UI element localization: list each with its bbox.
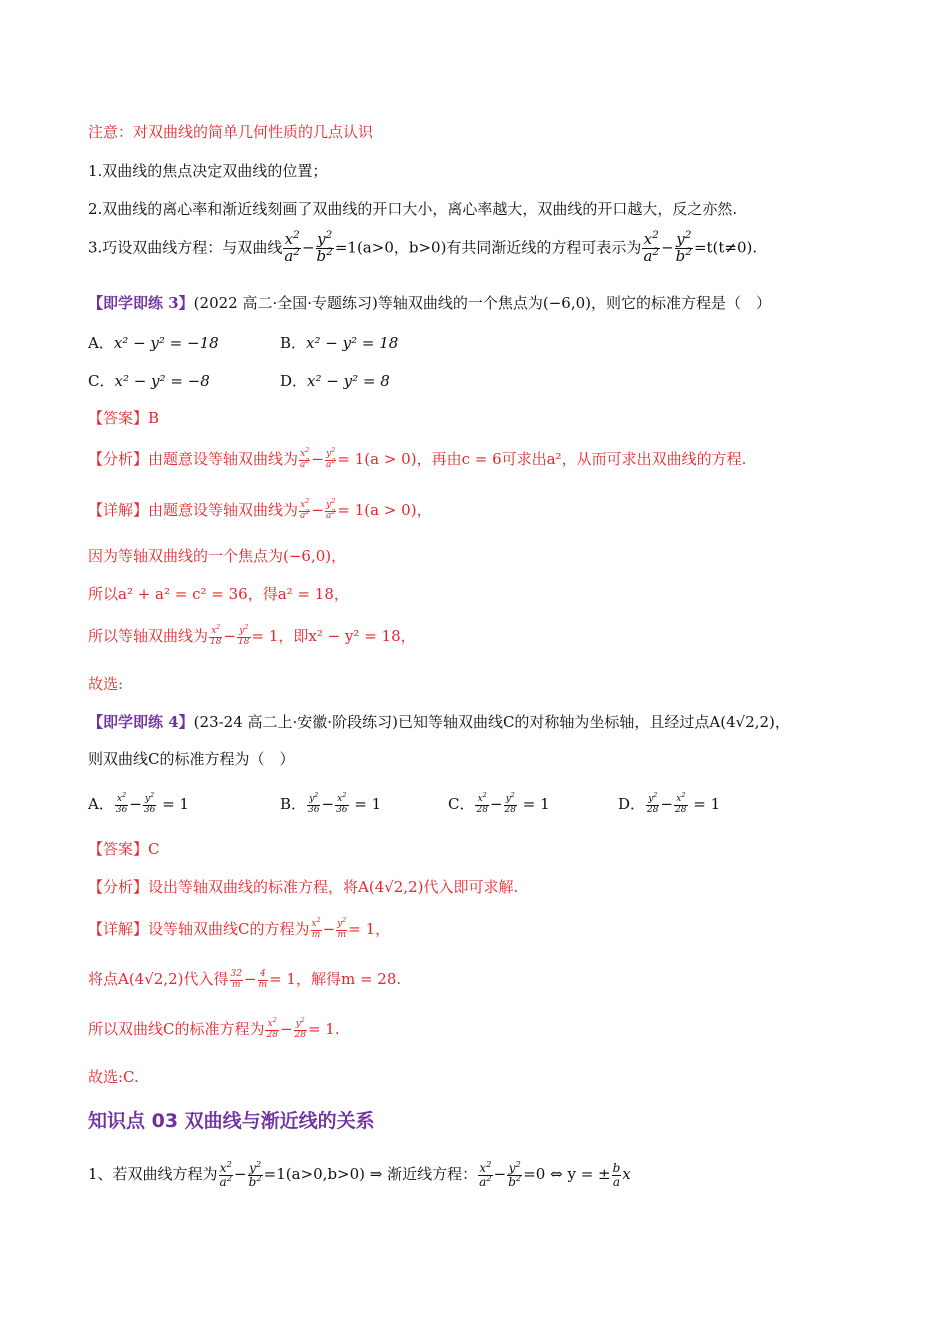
option-label: A． bbox=[88, 795, 114, 813]
ex3-option-c bbox=[88, 370, 210, 391]
fraction-b-a: $\frac{b}{a}$ bbox=[612, 1161, 621, 1189]
option-label: D． bbox=[618, 795, 646, 813]
ex4-line-1-text-b: = 1，解得m = 28. bbox=[269, 970, 402, 988]
ex3-detail-text-a: 由题意设等轴双曲线为 bbox=[148, 501, 299, 519]
ex4-analysis-text: 设出等轴双曲线的标准方程，将A(4√2,2)代入即可求解. bbox=[148, 878, 519, 896]
ex3-line-4: 故选: bbox=[88, 675, 124, 693]
section-item-1-text-b: =1(a>0,b>0) ⇒ 渐近线方程： bbox=[263, 1165, 478, 1184]
fraction-x2-a2: $\frac{x^2}{a^2}$ bbox=[284, 229, 300, 265]
ex3-question bbox=[88, 294, 771, 312]
option-label: B． bbox=[280, 795, 307, 813]
note-title: 注意：对双曲线的简单几何性质的几点认识 bbox=[88, 123, 374, 141]
ex4-detail-text-a: 设等轴双曲线C的方程为 bbox=[148, 920, 310, 938]
ex3-analysis-tag: 【分析】 bbox=[88, 450, 149, 468]
ex4-option-b: B． $\frac{y^2}{36}$ − $\frac{x^2}{36}$ = 1 bbox=[280, 792, 382, 815]
ex4-line-3: 故选:C. bbox=[88, 1068, 139, 1086]
fraction-x2-m: $\frac{x^2}{m}$ bbox=[311, 917, 321, 940]
note-point-3: 3.巧设双曲线方程：与双曲线 $\frac{x^2}{a^2}$ − $\frac{y^2}{b^2}$ =1(a>0，b>0)有共同渐近线的方程可表示为 $\frac{x^2}{a^2}$ − $\frac{y^2}{b^2}$ =t(t≠0). bbox=[88, 229, 758, 265]
fraction-y2-28: $\frac{y^2}{28}$ bbox=[647, 792, 659, 815]
option-text: x² − y² = 18 bbox=[306, 334, 399, 352]
ex4-detail: 【详解】设等轴双曲线C的方程为 $\frac{x^2}{m}$ − $\frac{y^2}{m}$ = 1， bbox=[88, 917, 391, 940]
ex3-detail-text-b: = 1(a > 0)， bbox=[337, 501, 432, 519]
ex4-line-2-text-a: 所以双曲线C的标准方程为 bbox=[88, 1020, 265, 1038]
section-heading: 知识点 03 双曲线与渐近线的关系 bbox=[88, 1110, 375, 1132]
ex3-answer: 【答案】B bbox=[88, 409, 160, 427]
ex3-source: (2022 高二·全国·专题练习) bbox=[193, 294, 378, 312]
ex3-option-d bbox=[280, 370, 390, 391]
note-point-3-text-a: 3.巧设双曲线方程：与双曲线 bbox=[88, 238, 283, 257]
ex4-question bbox=[88, 713, 790, 731]
ex3-line-1: 因为等轴双曲线的一个焦点为(−6,0)， bbox=[88, 547, 347, 565]
option-label: A． bbox=[88, 334, 114, 352]
ex3-option-b bbox=[280, 332, 398, 353]
ex4-option-d: D． $\frac{y^2}{28}$ − $\frac{x^2}{28}$ = 1 bbox=[618, 792, 721, 815]
fraction-x2-36: $\frac{x^2}{36}$ bbox=[336, 792, 348, 815]
fraction-32-m: $\frac{32}{m}$ bbox=[230, 969, 242, 990]
ex3-analysis: 【分析】由题意设等轴双曲线为 $\frac{x^2}{a^2}$ − $\frac{y^2}{a^2}$ = 1(a > 0)，再由c = 6可求出a²，从而可求出双曲线的方程. bbox=[88, 447, 747, 470]
section-item-1-text-d: x bbox=[622, 1165, 631, 1184]
fraction-y2-18: $\frac{y^2}{18}$ bbox=[238, 624, 250, 647]
option-text: x² − y² = −18 bbox=[113, 334, 219, 352]
fraction-x2-a2: $\frac{x^2}{a^2}$ bbox=[300, 498, 310, 521]
option-label: D． bbox=[280, 372, 308, 390]
fraction-y2-a2: $\frac{y^2}{a^2}$ bbox=[326, 447, 336, 470]
option-text: x² − y² = 8 bbox=[307, 372, 390, 390]
ex3-analysis-text-b: = 1(a > 0)，再由c = 6可求出a²，从而可求出双曲线的方程. bbox=[337, 450, 747, 468]
ex3-line-3: 所以等轴双曲线为 $\frac{x^2}{18}$ − $\frac{y^2}{18}$ = 1，即x² − y² = 18， bbox=[88, 624, 416, 647]
ex4-option-a: A． $\frac{x^2}{36}$ − $\frac{y^2}{36}$ = 1 bbox=[88, 792, 189, 815]
fraction-x2-28: $\frac{x^2}{28}$ bbox=[266, 1017, 278, 1040]
ex4-source: (23-24 高二上·安徽·阶段练习) bbox=[193, 713, 398, 731]
ex3-option-a bbox=[88, 332, 219, 353]
note-point-2: 2.双曲线的离心率和渐近线刻画了双曲线的开口大小，离心率越大，双曲线的开口越大，反之亦然. bbox=[88, 200, 738, 218]
fraction-y2-b2: $\frac{y^2}{b^2}$ bbox=[508, 1159, 522, 1189]
ex3-analysis-text-a: 由题意设等轴双曲线为 bbox=[148, 450, 299, 468]
fraction-y2-b2: $\frac{y^2}{b^2}$ bbox=[675, 229, 692, 265]
section-item-1-text-c: =0 ⇔ y = ± bbox=[523, 1165, 611, 1184]
fraction-y2-28: $\frac{y^2}{28}$ bbox=[294, 1017, 306, 1040]
fraction-x2-36: $\frac{x^2}{36}$ bbox=[115, 792, 128, 815]
ex4-question-text-a: 已知等轴双曲线C的对称轴为坐标轴，且经过点A(4√2,2)， bbox=[397, 713, 790, 731]
fraction-y2-36: $\frac{y^2}{36}$ bbox=[308, 792, 320, 815]
ex4-option-c: C． $\frac{x^2}{28}$ − $\frac{y^2}{28}$ = 1 bbox=[448, 792, 550, 815]
option-text: x² − y² = −8 bbox=[114, 372, 210, 390]
fraction-y2-b2: $\frac{y^2}{b^2}$ bbox=[248, 1159, 262, 1189]
note-point-1: 1.双曲线的焦点决定双曲线的位置； bbox=[88, 162, 328, 180]
fraction-x2-a2: $\frac{x^2}{a^2}$ bbox=[643, 229, 660, 265]
ex3-line-3-text-a: 所以等轴双曲线为 bbox=[88, 627, 209, 645]
fraction-x2-28: $\frac{x^2}{28}$ bbox=[675, 792, 687, 815]
ex4-tag: 【即学即练 4】 bbox=[88, 713, 194, 731]
fraction-x2-18: $\frac{x^2}{18}$ bbox=[210, 624, 222, 647]
note-point-3-text-b: =1(a>0，b>0)有共同渐近线的方程可表示为 bbox=[334, 238, 642, 257]
option-label: B． bbox=[280, 334, 307, 352]
fraction-y2-28: $\frac{y^2}{28}$ bbox=[504, 792, 516, 815]
ex3-tag: 【即学即练 3】 bbox=[88, 294, 194, 312]
ex3-detail-tag: 【详解】 bbox=[88, 501, 149, 519]
fraction-x2-a2: $\frac{x^2}{a^2}$ bbox=[300, 447, 310, 470]
option-label: C． bbox=[448, 795, 475, 813]
fraction-y2-a2: $\frac{y^2}{a^2}$ bbox=[326, 498, 336, 521]
ex3-line-2: 所以a² + a² = c² = 36，得a² = 18， bbox=[88, 585, 349, 603]
ex3-question-text: 等轴双曲线的一个焦点为(−6,0)，则它的标准方程是（ ） bbox=[377, 294, 771, 312]
ex3-detail: 【详解】由题意设等轴双曲线为 $\frac{x^2}{a^2}$ − $\frac{y^2}{a^2}$ = 1(a > 0)， bbox=[88, 498, 432, 521]
fraction-x2-28: $\frac{x^2}{28}$ bbox=[476, 792, 488, 815]
ex4-line-2: 所以双曲线C的标准方程为 $\frac{x^2}{28}$ − $\frac{y^2}{28}$ = 1. bbox=[88, 1017, 340, 1040]
fraction-y2-36: $\frac{y^2}{36}$ bbox=[143, 792, 156, 815]
ex4-detail-tag: 【详解】 bbox=[88, 920, 149, 938]
ex3-line-3-text-b: = 1，即x² − y² = 18， bbox=[251, 627, 416, 645]
fraction-4-m: $\frac{4}{m}$ bbox=[258, 969, 268, 990]
ex4-question-line-2: 则双曲线C的标准方程为（ ） bbox=[88, 750, 295, 768]
ex4-line-2-text-b: = 1. bbox=[307, 1020, 340, 1038]
ex4-detail-text-b: = 1， bbox=[348, 920, 391, 938]
ex4-analysis-tag: 【分析】 bbox=[88, 878, 149, 896]
ex4-answer: 【答案】C bbox=[88, 840, 160, 858]
ex4-line-1-text-a: 将点A(4√2,2)代入得 bbox=[88, 970, 229, 988]
ex4-analysis bbox=[88, 878, 518, 896]
fraction-x2-a2: $\frac{x^2}{a^2}$ bbox=[479, 1159, 492, 1189]
option-label: C． bbox=[88, 372, 115, 390]
ex4-line-1: 将点A(4√2,2)代入得 $\frac{32}{m}$ − $\frac{4}{m}$ = 1，解得m = 28. bbox=[88, 969, 402, 990]
fraction-y2-m: $\frac{y^2}{m}$ bbox=[337, 917, 347, 940]
fraction-y2-b2: $\frac{y^2}{b^2}$ bbox=[316, 229, 333, 265]
section-item-1: 1、若双曲线方程为 $\frac{x^2}{a^2}$ − $\frac{y^2}{b^2}$ =1(a>0,b>0) ⇒ 渐近线方程： $\frac{x^2}{a^2}$ − $\frac{y^2}{b^2}$ =0 ⇔ y = ± $\frac{b}{a}$ x bbox=[88, 1159, 631, 1189]
fraction-x2-a2: $\frac{x^2}{a^2}$ bbox=[219, 1159, 233, 1189]
note-point-3-text-c: =t(t≠0). bbox=[693, 238, 758, 257]
section-item-1-text-a: 1、若双曲线方程为 bbox=[88, 1165, 218, 1184]
